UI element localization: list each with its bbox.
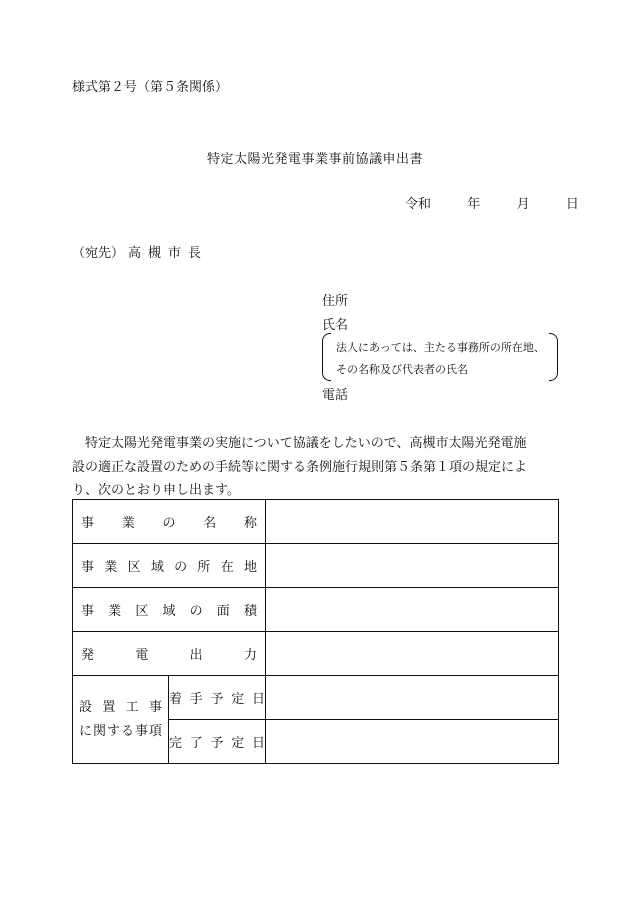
spaced-label: に 関 す る 事 項: [79, 723, 162, 739]
spaced-label: 着 手 予 定 日: [169, 692, 266, 707]
document-title: 特定太陽光発電事業事前協議申出書: [206, 152, 423, 167]
date-year: 年: [467, 197, 481, 212]
name-label: 氏名: [322, 318, 349, 333]
spaced-label: 完 了 予 定 日: [169, 736, 266, 751]
note-line-1: 法人にあっては、主たる事務所の所在地、: [336, 341, 545, 354]
project-location-label: [73, 544, 266, 588]
date-era: 令和: [405, 197, 432, 212]
completion-date-value[interactable]: [266, 720, 559, 764]
project-name-label: [73, 500, 266, 544]
table-row: [73, 500, 559, 544]
phone-label: 電話: [322, 388, 349, 403]
body-line-2: 設の適正な設置のための手続等に関する条例施行規則第５条第１項の規定によ: [72, 459, 528, 475]
start-date-value[interactable]: [266, 676, 559, 720]
project-area-label: [73, 588, 266, 632]
project-name-value[interactable]: [266, 500, 559, 544]
date-day: 日: [565, 197, 579, 212]
note-line-2: その名称及び代表者の氏名: [336, 363, 468, 376]
form-number: 様式第２号（第５条関係）: [72, 80, 229, 95]
power-output-label: [73, 632, 266, 676]
addressee-prefix: （宛先）: [72, 246, 125, 261]
date-month: 月: [516, 197, 530, 212]
date-line: [405, 193, 579, 212]
table-row: [73, 544, 559, 588]
spaced-label: 設 置 工 事: [79, 699, 162, 715]
addressee-name: 高槻市長: [128, 246, 209, 261]
construction-label: [73, 676, 169, 764]
completion-date-label: [169, 720, 266, 764]
address-label: 住所: [322, 294, 349, 309]
start-date-label: [169, 676, 266, 720]
spaced-label: 事 業 区 域 の 所 在 地: [81, 560, 257, 575]
spaced-label: 発 電 出 力: [81, 648, 257, 663]
body-line-3: り、次のとおり申し出ます。: [72, 483, 240, 498]
table-row: [73, 632, 559, 676]
project-area-value[interactable]: [266, 588, 559, 632]
power-output-value[interactable]: [266, 632, 559, 676]
table-row: [73, 588, 559, 632]
body-line-1: 特定太陽光発電事業の実施について協議をしたいので、高槻市太陽光発電施: [85, 436, 527, 451]
table-row: [73, 676, 559, 720]
spaced-label: 事 業 区 域 の 面 積: [81, 604, 257, 619]
corporate-note: [322, 333, 558, 381]
project-location-value[interactable]: [266, 544, 559, 588]
addressee: [72, 242, 208, 261]
project-details-table: [72, 499, 559, 764]
left-bracket: [322, 333, 331, 381]
body-paragraph: [72, 432, 558, 503]
spaced-label: 事 業 の 名 称: [81, 516, 258, 531]
right-bracket: [549, 333, 558, 381]
